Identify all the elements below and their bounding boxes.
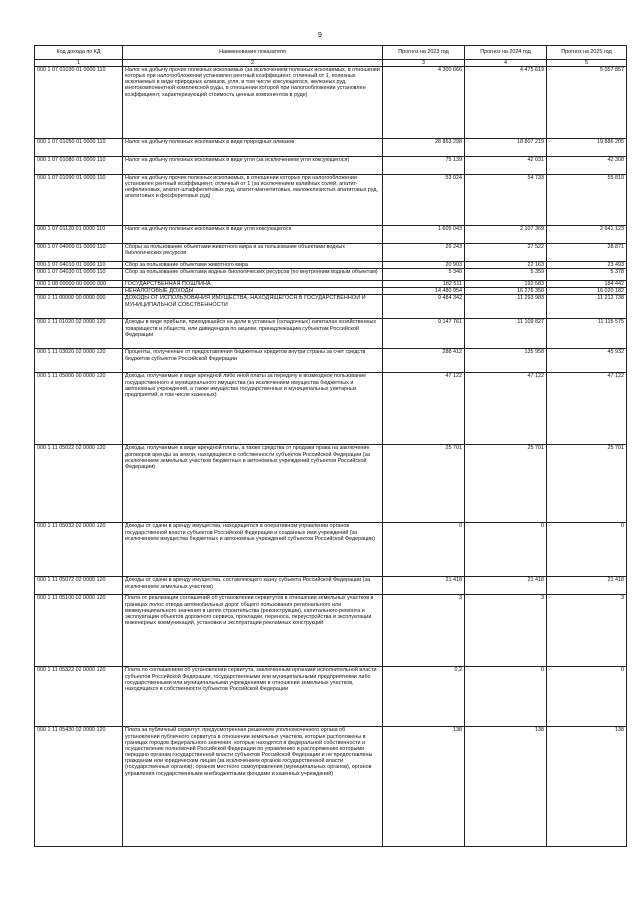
table-row bbox=[35, 727, 627, 847]
row-name: Сборы за пользование объектами животного мира и за пользование объектами водных биологических ресурсов bbox=[123, 244, 383, 262]
row-forecast-2025: 138 bbox=[547, 727, 627, 847]
row-forecast-2023: 9 484 342 bbox=[383, 295, 465, 319]
table-row bbox=[35, 281, 627, 288]
row-forecast-2024: 3 bbox=[465, 595, 547, 667]
row-name: Доходы, получаемые в виде арендной либо иной платы за передачу в возмездное пользование государственного и муниципального имущества (за исключением имущества бюджетных и автономных учреждений, а также имущества государственных и муниципальных унитарных предприятий, в том числе казенных) bbox=[123, 373, 383, 445]
row-code: 000 1 07 04010 01 0000 110 bbox=[35, 262, 123, 269]
table-row bbox=[35, 667, 627, 727]
row-name: Налог на добычу прочих полезных ископаемых (за исключением полезных ископаемых, в отношении которых при налогообложении установлен рентный коэффициент, отличный от 1, полезных ископаемых в виде природных алмазов, угля, в том числе коксующегося, железных руд, многокомпонентной комплексной руды, в отношении которой при налогообложении установлен коэффициент, характеризующий стоимость ценных компонентов в руде) bbox=[123, 67, 383, 139]
page-number: 9 bbox=[318, 32, 322, 39]
table-row bbox=[35, 349, 627, 373]
row-forecast-2023: 138 bbox=[383, 727, 465, 847]
table-row bbox=[35, 595, 627, 667]
row-forecast-2025: 5 057 857 bbox=[547, 67, 627, 139]
row-forecast-2024: 47 122 bbox=[465, 373, 547, 445]
row-forecast-2025: 45 932 bbox=[547, 349, 627, 373]
row-forecast-2023: 1 605 043 bbox=[383, 226, 465, 244]
row-forecast-2025: 42 308 bbox=[547, 157, 627, 175]
row-forecast-2024: 138 bbox=[465, 727, 547, 847]
column-number: 2 bbox=[123, 60, 383, 67]
row-forecast-2023: 26 243 bbox=[383, 244, 465, 262]
row-forecast-2023: 53 024 bbox=[383, 175, 465, 226]
row-name: Налог на добычу полезных ископаемых в виде природных алмазов bbox=[123, 139, 383, 157]
row-code: 000 1 07 01090 01 0000 110 bbox=[35, 175, 123, 226]
header-code: Код дохода по КД bbox=[35, 46, 123, 60]
header-forecast-2025: Прогноз на 2025 год bbox=[547, 46, 627, 60]
row-forecast-2023: 20 903 bbox=[383, 262, 465, 269]
row-name: ГОСУДАРСТВЕННАЯ ПОШЛИНА bbox=[123, 281, 383, 288]
row-forecast-2024: 135 958 bbox=[465, 349, 547, 373]
table-row bbox=[35, 319, 627, 349]
row-name: Доходы, получаемые в виде арендной платы, а также средства от продажи права на заключение договоров аренды за земли, находящиеся в собственности субъектов Российской Федерации (за исключением земельных участков бюджетных и автономных учреждений субъектов Российской Федерации) bbox=[123, 445, 383, 523]
row-code: 000 1 07 01050 01 0000 110 bbox=[35, 139, 123, 157]
column-number: 1 bbox=[35, 60, 123, 67]
row-code: 000 1 07 04000 01 0000 110 bbox=[35, 244, 123, 262]
row-forecast-2024: 0 bbox=[465, 667, 547, 727]
row-forecast-2024: 11 293 983 bbox=[465, 295, 547, 319]
row-forecast-2024: 21 418 bbox=[465, 577, 547, 595]
row-code: 000 1 11 03020 02 0000 120 bbox=[35, 349, 123, 373]
row-name: НЕНАЛОГОВЫЕ ДОХОДЫ bbox=[123, 288, 383, 295]
row-name: Доходы в виде прибыли, приходящейся на доли в уставных (складочных) капиталах хозяйственных товариществ и обществ, или дивидендов по акциям, принадлежащим субъектам Российской Федерации bbox=[123, 319, 383, 349]
revenue-forecast-table bbox=[34, 45, 627, 847]
row-forecast-2025: 23 493 bbox=[547, 262, 627, 269]
row-forecast-2023: 3 bbox=[383, 595, 465, 667]
table-row bbox=[35, 244, 627, 262]
table-row bbox=[35, 295, 627, 319]
table-row bbox=[35, 67, 627, 139]
header-forecast-2023: Прогноз на 2023 год bbox=[383, 46, 465, 60]
row-name: ДОХОДЫ ОТ ИСПОЛЬЗОВАНИЯ ИМУЩЕСТВА, НАХОДЯЩЕГОСЯ В ГОСУДАРСТВЕННОЙ И МУНИЦИПАЛЬНОЙ СОБСТВЕННОСТИ bbox=[123, 295, 383, 319]
row-name: Плата от реализации соглашений об установлении сервитутов в отношении земельных участков в границах полос отвода автомобильных дорог общего пользования регионального или межмуниципального значения в целях строительства (реконструкции), капитального ремонта и эксплуатации объектов дорожного сервиса, прокладки, переноса, переустройства и эксплуатации инженерных коммуникаций, установки и эксплуатации рекламных конструкций bbox=[123, 595, 383, 667]
row-code bbox=[35, 288, 123, 295]
row-code: 000 1 11 05000 00 0000 120 bbox=[35, 373, 123, 445]
row-name: Доходы от сдачи в аренду имущества, находящегося в оперативном управлении органов государственной власти субъектов Российской Федерации и созданных ими учреждений (за исключением имущества бюджетных и автономных учреждений субъектов Российской Федерации) bbox=[123, 523, 383, 577]
row-code: 000 1 07 01080 01 0000 110 bbox=[35, 157, 123, 175]
row-name: Сбор за пользование объектами водных биологических ресурсов (по внутренним водным объектам) bbox=[123, 269, 383, 281]
row-forecast-2024: 18 807 219 bbox=[465, 139, 547, 157]
row-forecast-2025: 0 bbox=[547, 667, 627, 727]
row-forecast-2025: 0 bbox=[547, 523, 627, 577]
row-code: 000 1 11 01020 02 0000 120 bbox=[35, 319, 123, 349]
row-forecast-2023: 75 139 bbox=[383, 157, 465, 175]
row-forecast-2023: 182 511 bbox=[383, 281, 465, 288]
row-forecast-2024: 16 276 350 bbox=[465, 288, 547, 295]
row-code: 000 1 07 04030 01 0000 110 bbox=[35, 269, 123, 281]
row-forecast-2025: 28 871 bbox=[547, 244, 627, 262]
table-row bbox=[35, 226, 627, 244]
table-row bbox=[35, 139, 627, 157]
row-forecast-2024: 4 475 619 bbox=[465, 67, 547, 139]
row-forecast-2024: 54 733 bbox=[465, 175, 547, 226]
row-forecast-2023: 5 340 bbox=[383, 269, 465, 281]
row-forecast-2023: 25 701 bbox=[383, 445, 465, 523]
row-forecast-2024: 192 583 bbox=[465, 281, 547, 288]
row-forecast-2024: 27 522 bbox=[465, 244, 547, 262]
row-forecast-2025: 47 122 bbox=[547, 373, 627, 445]
column-number: 3 bbox=[383, 60, 465, 67]
row-forecast-2024: 11 109 827 bbox=[465, 319, 547, 349]
row-forecast-2023: 9 147 761 bbox=[383, 319, 465, 349]
row-forecast-2025: 11 115 575 bbox=[547, 319, 627, 349]
row-forecast-2025: 25 701 bbox=[547, 445, 627, 523]
row-forecast-2024: 25 701 bbox=[465, 445, 547, 523]
table-row bbox=[35, 175, 627, 226]
row-name: Проценты, полученные от предоставления бюджетных кредитов внутри страны за счет средств бюджетов субъектов Российской Федерации bbox=[123, 349, 383, 373]
row-forecast-2025: 5 378 bbox=[547, 269, 627, 281]
row-code: 000 1 11 05022 02 0000 120 bbox=[35, 445, 123, 523]
row-forecast-2023: 14 480 954 bbox=[383, 288, 465, 295]
row-forecast-2025: 2 641 123 bbox=[547, 226, 627, 244]
row-name: Налог на добычу полезных ископаемых в виде угля (за исключением угля коксующегося) bbox=[123, 157, 383, 175]
row-code: 000 1 11 05322 02 0000 120 bbox=[35, 667, 123, 727]
column-number: 4 bbox=[465, 60, 547, 67]
table-row bbox=[35, 157, 627, 175]
row-name: Плата по соглашениям об установлении сервитута, заключенным органами исполнительной власти субъектов Российской Федерации, государственными или муниципальными предприятиями либо государственными или муниципальными учреждениями в отношении земельных участков, находящихся в собственности субъектов Российской Федерации bbox=[123, 667, 383, 727]
row-name: Сбор за пользование объектами животного мира bbox=[123, 262, 383, 269]
row-forecast-2025: 11 212 738 bbox=[547, 295, 627, 319]
row-code: 000 1 07 01120 01 0000 110 bbox=[35, 226, 123, 244]
column-number-row bbox=[35, 60, 627, 67]
row-forecast-2025: 21 418 bbox=[547, 577, 627, 595]
row-code: 000 1 11 00000 00 0000 000 bbox=[35, 295, 123, 319]
header-forecast-2024: Прогноз на 2024 год bbox=[465, 46, 547, 60]
row-forecast-2024: 42 031 bbox=[465, 157, 547, 175]
table-row bbox=[35, 269, 627, 281]
row-forecast-2024: 2 107 369 bbox=[465, 226, 547, 244]
row-forecast-2023: 0,2 bbox=[383, 667, 465, 727]
row-name: Налог на добычу полезных ископаемых в виде угля коксующегося bbox=[123, 226, 383, 244]
header-name: Наименование показателя bbox=[123, 46, 383, 60]
row-code: 000 1 11 05032 02 0000 120 bbox=[35, 523, 123, 577]
row-forecast-2023: 4 300 666 bbox=[383, 67, 465, 139]
row-code: 000 1 11 05072 02 0000 120 bbox=[35, 577, 123, 595]
row-forecast-2024: 5 359 bbox=[465, 269, 547, 281]
row-forecast-2024: 0 bbox=[465, 523, 547, 577]
row-forecast-2023: 288 412 bbox=[383, 349, 465, 373]
row-forecast-2023: 0 bbox=[383, 523, 465, 577]
table-row bbox=[35, 373, 627, 445]
table-row bbox=[35, 577, 627, 595]
row-forecast-2023: 21 418 bbox=[383, 577, 465, 595]
row-forecast-2025: 19 886 205 bbox=[547, 139, 627, 157]
table-row bbox=[35, 445, 627, 523]
column-number: 5 bbox=[547, 60, 627, 67]
row-code: 000 1 07 01030 01 0000 110 bbox=[35, 67, 123, 139]
table-header-row bbox=[35, 46, 627, 60]
row-name: Доходы от сдачи в аренду имущества, составляющего казну субъекта Российской Федерации (за исключением земельных участков) bbox=[123, 577, 383, 595]
row-forecast-2025: 3 bbox=[547, 595, 627, 667]
table-row bbox=[35, 288, 627, 295]
table-row bbox=[35, 262, 627, 269]
row-forecast-2023: 28 863 298 bbox=[383, 139, 465, 157]
table-row bbox=[35, 523, 627, 577]
row-forecast-2025: 55 810 bbox=[547, 175, 627, 226]
row-code: 000 1 11 05430 02 0000 120 bbox=[35, 727, 123, 847]
row-forecast-2024: 22 163 bbox=[465, 262, 547, 269]
row-forecast-2025: 16 020 182 bbox=[547, 288, 627, 295]
row-code: 000 1 11 05100 02 0000 120 bbox=[35, 595, 123, 667]
row-code: 000 1 08 00000 00 0000 000 bbox=[35, 281, 123, 288]
row-forecast-2023: 47 122 bbox=[383, 373, 465, 445]
row-name: Плата за публичный сервитут, предусмотренная решением уполномоченного органа об установлении публичного сервитута в отношении земельных участков, которые расположены в границах городов федерального значения, которые находятся в федеральной собственности и осуществление полномочий Российской Федерации по управлению и распоряжению которыми передано органам государственной власти субъектов Российской Федерации и не предоставлены гражданам или юридическим лицам (за исключением органов государственной власти (государственных органов), органов местного самоуправления (муниципальных органов), органов управления государственными внебюджетными фондами и казенных учреждений) bbox=[123, 727, 383, 847]
row-forecast-2025: 184 442 bbox=[547, 281, 627, 288]
row-name: Налог на добычу прочих полезных ископаемых, в отношении которых при налогообложении установлен рентный коэффициент, отличный от 1 (за исключением калийных солей, апатит-нефелиновых, апатит-штаффелитовых руд, апатит-магнетитовых, маложелезистых апатитовых руд, апатитовых и фосфоритовых руд) bbox=[123, 175, 383, 226]
